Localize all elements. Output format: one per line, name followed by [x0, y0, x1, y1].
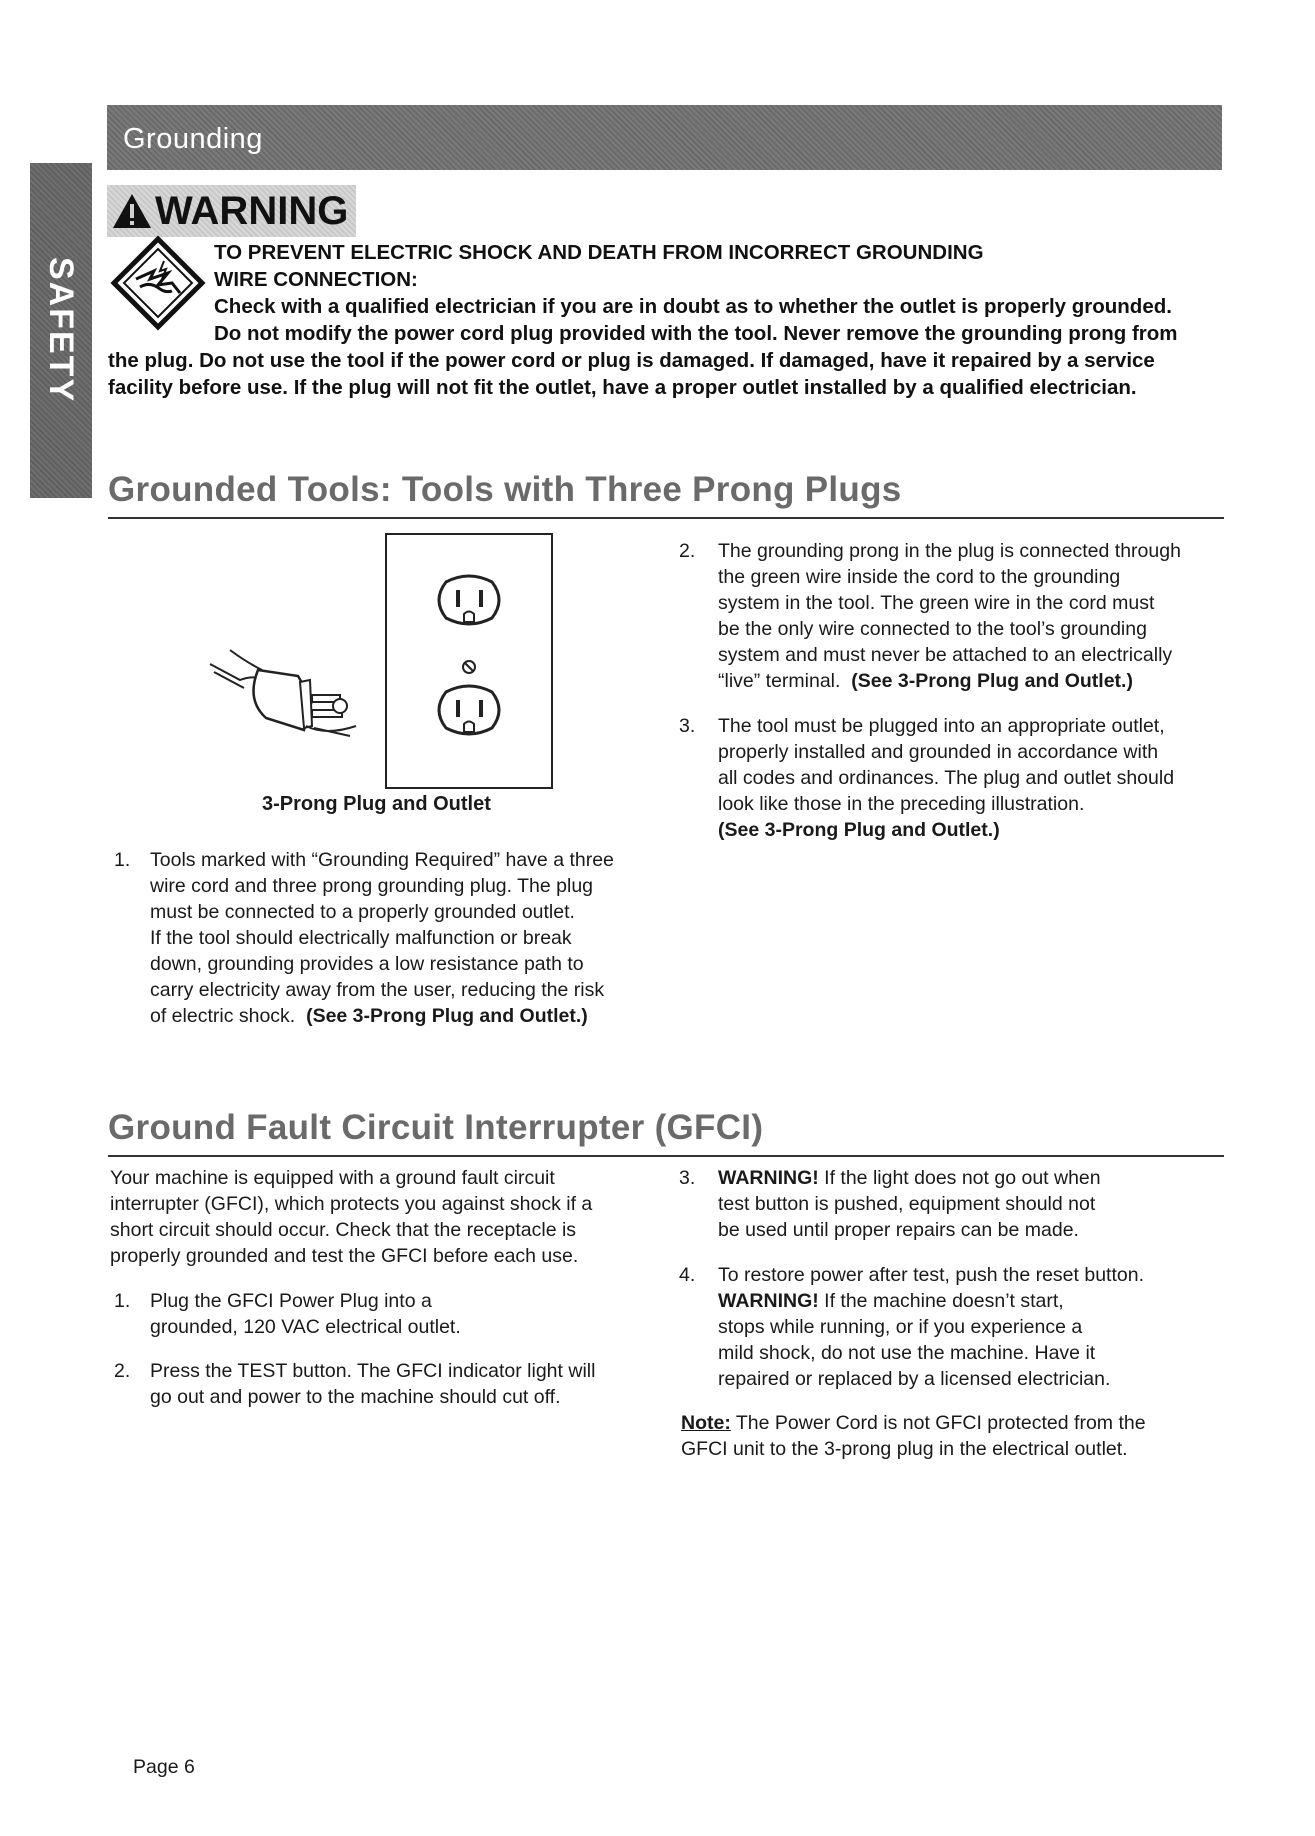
list-item-line: down, grounding provides a low resistance path to — [150, 953, 584, 975]
list-item-line: look like those in the preceding illustration. — [718, 793, 1085, 815]
figure-reference: (See 3-Prong Plug and Outlet.) — [851, 670, 1133, 692]
list-item-line: Press the TEST button. The GFCI indicator light will — [150, 1360, 596, 1382]
gfci-item-2-text — [150, 1358, 670, 1410]
figure-reference: (See 3-Prong Plug and Outlet.) — [718, 819, 1000, 841]
paragraph-line: interrupter (GFCI), which protects you against shock if a — [110, 1193, 593, 1215]
list-item-line: be used until proper repairs can be made. — [718, 1219, 1079, 1241]
list-item-line: repaired or replaced by a licensed electrician. — [718, 1368, 1111, 1390]
grounded-tools-heading: Grounded Tools: Tools with Three Prong Plugs — [108, 470, 902, 509]
electric-shock-hazard-icon — [110, 235, 206, 331]
list-item-line: test button is pushed, equipment should not — [718, 1193, 1096, 1215]
gfci-item-1-number: 1. — [114, 1290, 131, 1312]
list-item-line: go out and power to the machine should cut off. — [150, 1386, 561, 1408]
list-item-line: To restore power after test, push the reset button. — [718, 1264, 1144, 1286]
list-item-line: If the tool should electrically malfunction or break — [150, 927, 572, 949]
warning-body-line1: Check with a qualified electrician if you are in doubt as to whether the outlet is properly grounded. — [214, 295, 1172, 318]
figure-caption: 3-Prong Plug and Outlet — [262, 793, 491, 815]
section-title: Grounding — [123, 123, 263, 155]
warning-heading-line1: TO PREVENT ELECTRIC SHOCK AND DEATH FROM INCORRECT GROUNDING — [214, 241, 984, 264]
gfci-heading: Ground Fault Circuit Interrupter (GFCI) — [108, 1108, 764, 1147]
list-item-line: system in the tool. The green wire in the cord must — [718, 592, 1155, 614]
list-item-line: properly installed and grounded in accordance with — [718, 741, 1159, 763]
note-line: GFCI unit to the 3-prong plug in the electrical outlet. — [681, 1438, 1128, 1460]
section-divider — [108, 517, 1224, 519]
list-item-line: “live” terminal. — [718, 670, 841, 692]
note-line: The Power Cord is not GFCI protected from the — [730, 1412, 1146, 1434]
section-header-bar — [107, 105, 1222, 170]
list-item-line: wire cord and three prong grounding plug. The plug — [150, 875, 594, 897]
list-item-line: Tools marked with “Grounding Required” have a three — [150, 849, 614, 871]
list-item-line: all codes and ordinances. The plug and outlet should — [718, 767, 1175, 789]
paragraph-line: short circuit should occur. Check that the receptacle is — [110, 1219, 577, 1241]
note-label: Note: — [681, 1412, 731, 1434]
gfci-item-3-number: 3. — [679, 1167, 696, 1189]
warning-label-text: WARNING — [155, 189, 349, 233]
side-tab-safety — [30, 163, 92, 498]
list-item-3-number: 3. — [679, 715, 696, 737]
list-item-1-text — [150, 847, 670, 1029]
gfci-item-4-number: 4. — [679, 1264, 696, 1286]
page-number: Page 6 — [133, 1756, 195, 1778]
side-tab-label: SAFETY — [42, 257, 80, 404]
list-item-line: the green wire inside the cord to the grounding — [718, 566, 1121, 588]
list-item-2-text — [718, 538, 1228, 694]
gfci-note — [681, 1410, 1226, 1462]
list-item-line: mild shock, do not use the machine. Have it — [718, 1342, 1096, 1364]
warning-label — [107, 185, 356, 237]
list-item-line: If the machine doesn’t start, — [818, 1290, 1064, 1312]
list-item-line: carry electricity away from the user, reducing the risk — [150, 979, 605, 1001]
list-item-2-number: 2. — [679, 540, 696, 562]
upper-receptacle — [439, 576, 499, 624]
list-item-line: grounded, 120 VAC electrical outlet. — [150, 1316, 461, 1338]
gfci-intro — [110, 1165, 670, 1269]
list-item-line: Plug the GFCI Power Plug into a — [150, 1290, 432, 1312]
list-item-line: stops while running, or if you experience a — [718, 1316, 1083, 1338]
list-item-line: must be connected to a properly grounded outlet. — [150, 901, 575, 923]
list-item-line: The grounding prong in the plug is connected through — [718, 540, 1181, 562]
warning-heading-line2: WIRE CONNECTION: — [214, 268, 418, 291]
list-item-line: If the light does not go out when — [818, 1167, 1101, 1189]
gfci-item-4-text — [718, 1262, 1228, 1392]
gfci-item-3-text — [718, 1165, 1228, 1243]
paragraph-line: Your machine is equipped with a ground fault circuit — [110, 1167, 555, 1189]
list-item-line: be the only wire connected to the tool’s grounding — [718, 618, 1147, 640]
list-item-line: of electric shock. — [150, 1005, 296, 1027]
gfci-item-2-number: 2. — [114, 1360, 131, 1382]
three-prong-plug-outlet-figure — [200, 530, 560, 820]
gfci-item-1-text — [150, 1288, 670, 1340]
warning-body-line4: facility before use. If the plug will not fit the outlet, have a proper outlet installed by a qualified electrician. — [108, 376, 1137, 399]
list-item-1-number: 1. — [114, 849, 131, 871]
warning-body-line2: Do not modify the power cord plug provided with the tool. Never remove the grounding prong from — [214, 322, 1178, 345]
warning-inline-label: WARNING! — [718, 1290, 819, 1312]
section-divider — [108, 1155, 1224, 1157]
warning-body-line3: the plug. Do not use the tool if the power cord or plug is damaged. If damaged, have it repaired by a service — [108, 349, 1155, 372]
lower-receptacle — [439, 686, 499, 734]
warning-triangle-icon — [111, 192, 153, 230]
list-item-line: system and must never be attached to an electrically — [718, 644, 1173, 666]
warning-inline-label: WARNING! — [718, 1167, 819, 1189]
paragraph-line: properly grounded and test the GFCI before each use. — [110, 1245, 579, 1267]
list-item-3-text — [718, 713, 1228, 843]
figure-reference: (See 3-Prong Plug and Outlet.) — [306, 1005, 588, 1027]
three-prong-plug — [210, 650, 356, 736]
list-item-line: The tool must be plugged into an appropriate outlet, — [718, 715, 1165, 737]
